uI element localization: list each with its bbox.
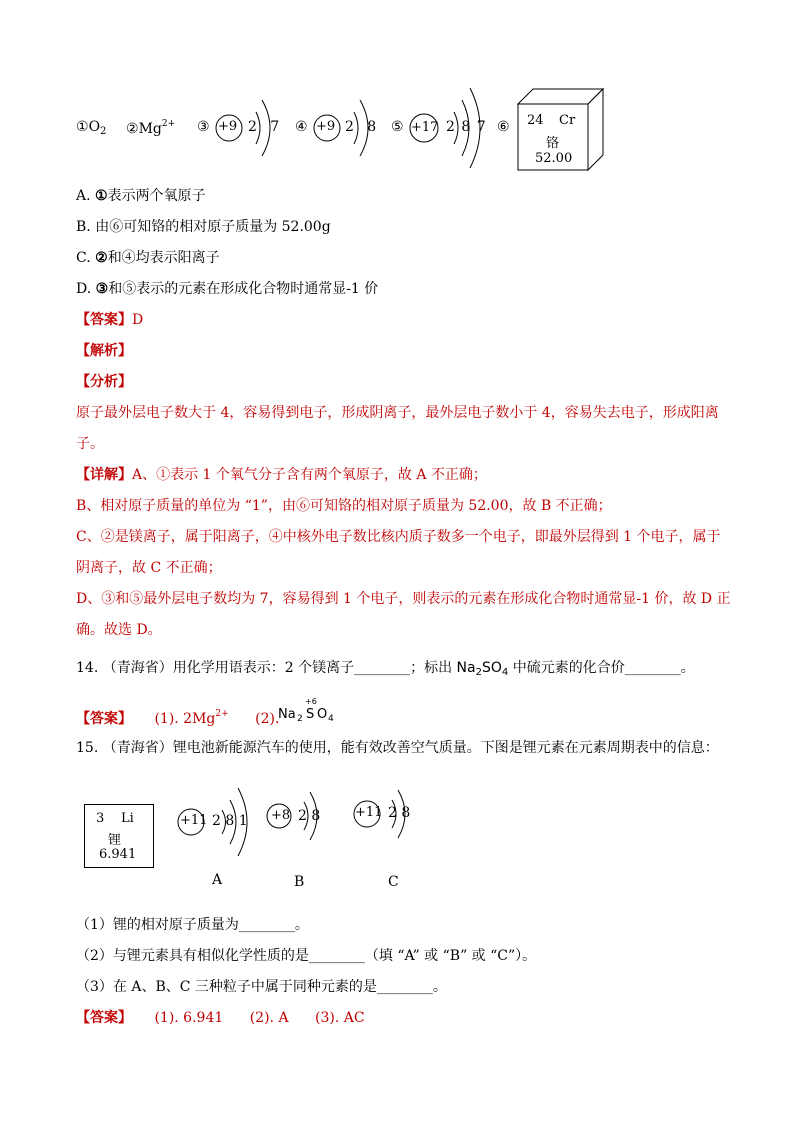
ans-formula-o: O (317, 707, 328, 722)
option-d-mark: ③ (95, 281, 109, 297)
answer-15-part2: (2). A (249, 1010, 289, 1026)
cr-symbol: Cr (559, 113, 576, 128)
detail-a (76, 465, 487, 485)
atom-c-label: C (388, 874, 399, 890)
item-6-mark: ⑥ (497, 119, 510, 135)
item-2-superscript: 2+ (161, 119, 176, 129)
item-2-mark: ② (126, 121, 139, 137)
item-3-nucleus: +9 (218, 119, 238, 134)
q15-number: 15. （青海省） (76, 740, 173, 756)
detail-label: 【详解】 (76, 467, 132, 483)
q15-sub1: （1）锂的相对原子质量为________。 (76, 917, 309, 933)
option-c-text: 和④均表示阳离子 (107, 250, 220, 266)
ans-formula-s: S (306, 707, 315, 722)
item-3-shells: 2 7 (248, 119, 280, 135)
atom-c-shells: 2 8 (388, 805, 411, 821)
answer-14 (76, 704, 279, 729)
answer-15 (76, 1008, 365, 1028)
fenxi-text-line2: 子。 (76, 436, 104, 452)
answer-13 (76, 310, 143, 330)
fenxi-label: 【分析】 (76, 374, 132, 390)
q14-number: 14. （青海省） (76, 660, 173, 676)
item-4-mark: ④ (295, 119, 308, 135)
cr-atomic-number: 24 (527, 113, 544, 128)
option-c-mark: ② (95, 250, 108, 266)
item-5-mark: ⑤ (391, 119, 404, 135)
cr-atomic-mass: 52.00 (535, 151, 573, 166)
option-d (76, 279, 378, 299)
item-2 (126, 119, 175, 137)
formula-so: SO (481, 660, 502, 676)
answer-15-part1: (1). 6.941 (154, 1010, 224, 1026)
item-3-mark: ③ (197, 119, 210, 135)
item-1-mark: ① (76, 119, 89, 135)
option-c-prefix: C. (76, 250, 96, 266)
atom-a-shells: 2 8 1 (212, 813, 248, 829)
option-a-text: 表示两个氧原子 (107, 188, 206, 204)
question-15 (76, 738, 719, 758)
q14-text2: 中硫元素的化合价________。 (512, 660, 695, 676)
item-2-formula: Mg (138, 121, 162, 137)
item-4-nucleus: +9 (316, 119, 336, 134)
formula-so-sub: 4 (501, 667, 509, 678)
answer-14-part2: (2). (255, 711, 280, 727)
detail-c-line2: 阴离子，故 C 不正确； (76, 560, 222, 576)
q15-sub3: （3）在 A、B、C 三种粒子中属于同种元素的是________。 (76, 979, 447, 995)
option-c (76, 248, 220, 268)
cube-side (588, 89, 603, 170)
answer-14-formula (276, 698, 346, 726)
answer-label: 【答案】 (76, 1010, 132, 1026)
atom-a-nucleus: +11 (180, 813, 208, 828)
atom-b-label: B (294, 874, 305, 890)
li-atomic-number: 3 (96, 811, 105, 826)
q15-sub2: （2）与锂元素具有相似化学性质的是________（填 “A” 或 “B” 或 “C”）。 (76, 948, 537, 964)
item-5-nucleus: +17 (411, 120, 439, 135)
item-1 (76, 119, 106, 137)
detail-d-line1: D、③和⑤最外层电子数均为 7，容易得到 1 个电子，则表示的元素在形成化合物时通常显-1 价，故 D 正 (76, 591, 731, 607)
answer-14-part1-sup: 2+ (215, 709, 229, 719)
q14-text1: 用化学用语表示：2 个镁离子________；标出 (172, 660, 453, 676)
option-d-prefix: D. (76, 281, 96, 297)
item-4-shells: 2 8 (345, 119, 377, 135)
option-a-mark: ① (95, 188, 108, 204)
atom-c-nucleus: +11 (355, 805, 383, 820)
item-1-subscript: 2 (100, 126, 107, 137)
detail-b: B、相对原子质量的单位为 “1”，由⑥可知铬的相对原子质量为 52.00，故 B 不正确； (76, 498, 612, 514)
q15-text: 锂电池新能源汽车的使用，能有效改善空气质量。下图是锂元素在元素周期表中的信息： (172, 740, 719, 756)
option-a-prefix: A. (76, 188, 96, 204)
answer-value: D (132, 312, 144, 328)
cr-name: 铬 (546, 136, 560, 151)
ans-formula-o-sub: 4 (328, 714, 334, 724)
ans-formula-na-sub: 2 (297, 714, 303, 724)
ans-formula-charge: +6 (305, 697, 317, 706)
formula-na-sub: 2 (475, 667, 482, 678)
item-5-shells: 2 8 7 (446, 119, 486, 135)
question-14 (76, 658, 695, 683)
option-a (76, 186, 206, 206)
q14-formula (457, 660, 509, 676)
ans-formula-na: Na (278, 707, 296, 722)
option-b: B. 由⑥可知铬的相对原子质量为 52.00g (76, 219, 331, 235)
atom-a-label: A (212, 872, 223, 888)
atom-b-shells: 2 8 (298, 808, 321, 824)
answer-15-part3: (3). AC (315, 1010, 365, 1026)
li-name: 锂 (108, 833, 122, 848)
detail-a-text: A、①表示 1 个氧气分子含有两个氧原子，故 A 不正确； (132, 467, 487, 483)
detail-c-line1: C、②是镁离子，属于阳离子，④中核外电子数比核内质子数多一个电子，即最外层得到 1 个电子，属于 (76, 529, 721, 545)
answer-label: 【答案】 (76, 711, 132, 727)
li-symbol: Li (121, 811, 134, 826)
li-atomic-mass: 6.941 (99, 847, 137, 862)
answer-14-part1 (154, 711, 228, 727)
answer-label: 【答案】 (76, 312, 132, 328)
fenxi-text-line1: 原子最外层电子数大于 4，容易得到电子，形成阴离子，最外层电子数小于 4，容易失去电子，形成阳离 (76, 405, 719, 421)
answer-14-part1-text: (1). 2Mg (154, 711, 216, 727)
formula-na: Na (456, 660, 476, 676)
detail-d-line2: 确。故选 D。 (76, 622, 162, 638)
item-1-formula: O (88, 119, 101, 135)
option-d-text: 和⑤表示的元素在形成化合物时通常显-1 价 (108, 281, 379, 297)
analysis-label: 【解析】 (76, 343, 132, 359)
atom-b-nucleus: +8 (271, 808, 291, 823)
